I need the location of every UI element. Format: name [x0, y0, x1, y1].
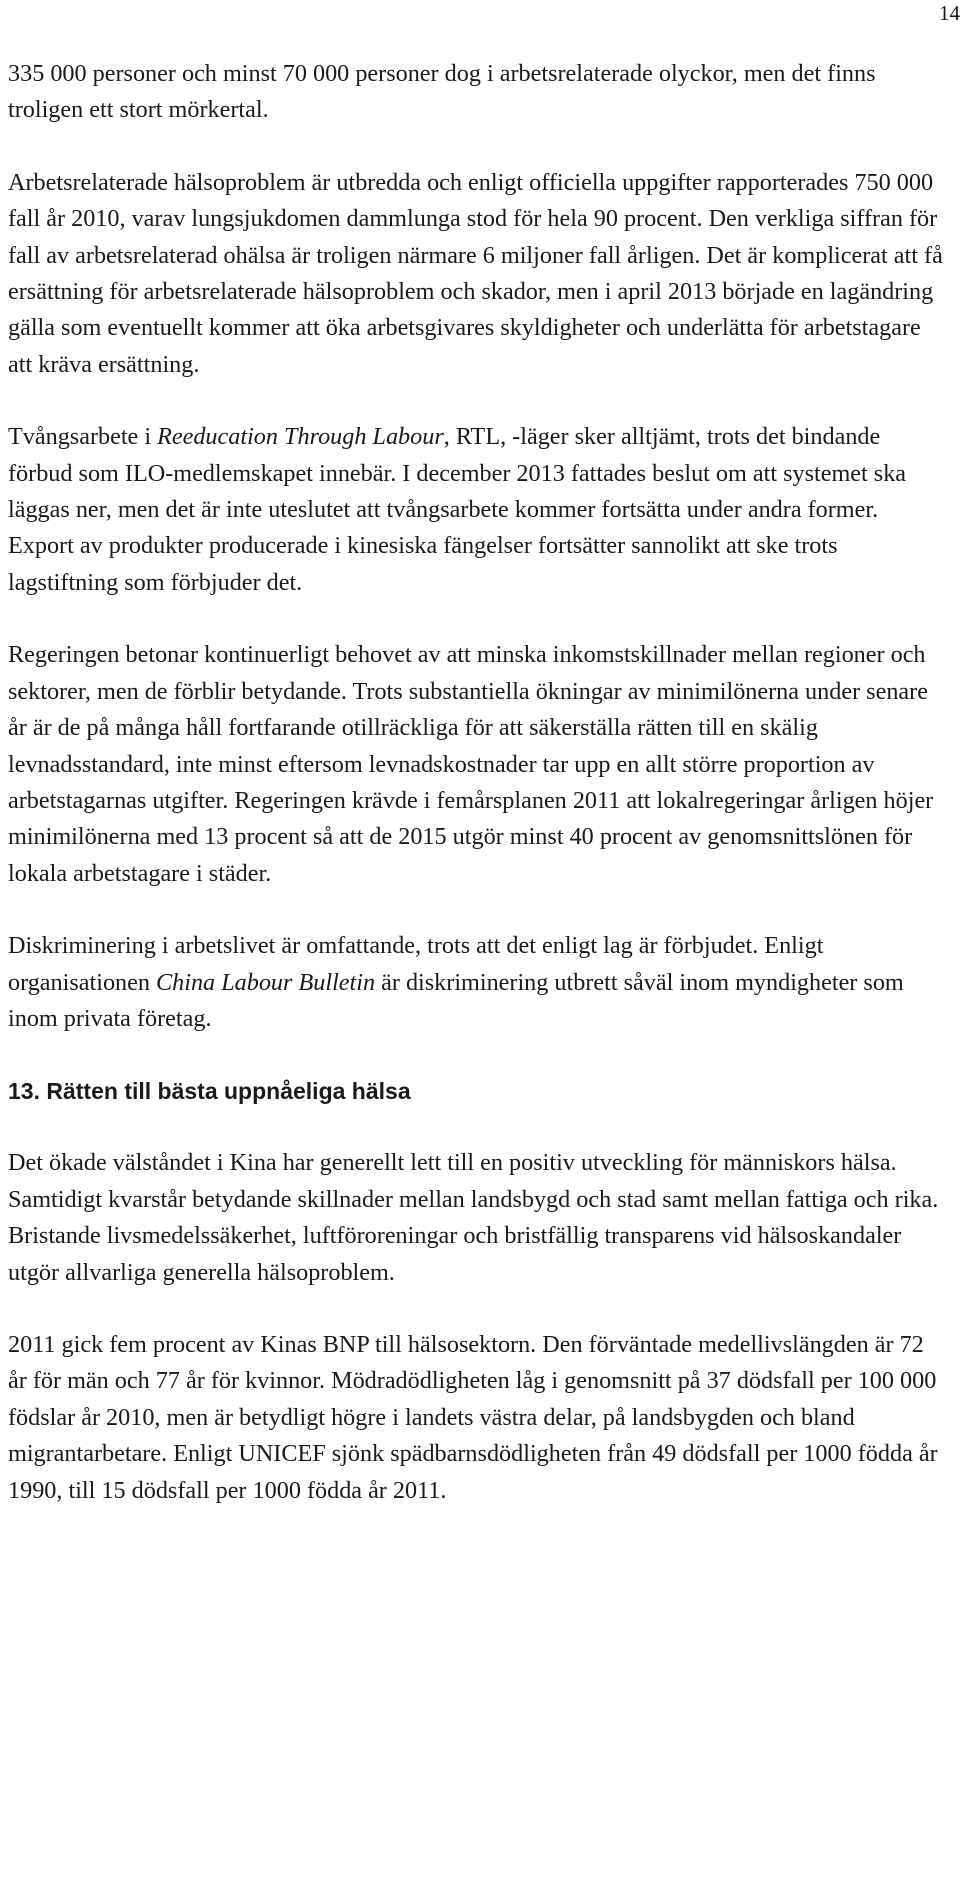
section-heading: 13. Rätten till bästa uppnåeliga hälsa [8, 1078, 411, 1105]
text-segment: Tvångsarbete i [8, 423, 158, 451]
italic-org-name: China Labour Bulletin [156, 968, 376, 996]
paragraph-forced-labour [8, 419, 948, 601]
page-number: 14 [939, 1, 960, 25]
paragraph-occupational-health: Arbetsrelaterade hälsoproblem är utbredda och enligt officiella uppgifter rapporterades 750 000 fall år 2010, varav lungsjukdomen dammlunga stod för hela 90 procent. Den verkliga siffran för fall av arbetsrelaterad ohälsa är troligen närmare 6 miljoner fall årligen. Det är komplicerat att få ersättning för arbetsrelaterade hälsoproblem och skador, men i april 2013 började en lagändring gälla som eventuellt kommer att öka arbetsgivares skyldigheter och underlätta för arbetstagare att kräva ersättning. [8, 168, 943, 378]
paragraph-work-accidents: 335 000 personer och minst 70 000 personer dog i arbetsrelaterade olyckor, men det finns troligen ett stort mörkertal. [8, 60, 876, 124]
italic-term-rtl: Reeducation Through Labour [157, 423, 444, 451]
paragraph-health-statistics: 2011 gick fem procent av Kinas BNP till hälsosektorn. Den förväntade medellivslängden är 72 år för män och 77 år för kvinnor. Mödradödligheten låg i genomsnitt på 37 dödsfall per 100 000 födslar år 2010, men är betydligt högre i landets västra delar, på landsbygden och bland migrantarbetare. Enligt UNICEF sjönk spädbarnsdödligheten från 49 dödsfall per 1000 födda år 1990, till 15 dödsfall per 1000 födda år 2011. [8, 1330, 938, 1504]
text-segment: är diskriminering utbrett såväl inom myndigheter som inom privata företag. [8, 968, 904, 1032]
paragraph-income-gap: Regeringen betonar kontinuerligt behovet av att minska inkomstskillnader mellan regioner och sektorer, men de förblir betydande. Trots substantiella ökningar av minimilönerna under senare år är de på många håll fortfarande otillräckliga för att säkerställa rätten till en skälig levnadsstandard, inte minst eftersom levnadskostnader tar upp en allt större proportion av arbetstagarnas utgifter. Regeringen krävde i femårsplanen 2011 att lokalregeringar årligen höjer minimilönerna med 13 procent så att de 2015 utgör minst 40 procent av genomsnittslönen för lokala arbetstagare i städer. [8, 641, 934, 887]
text-segment: , RTL, -läger sker alltjämt, trots det bindande förbud som ILO-medlemskapet innebär. I december 2013 fattades beslut om att systemet ska läggas ner, men det är inte uteslutet att tvångsarbete kommer fortsätta under andra former. Export av produkter producerade i kinesiska fängelser fortsätter sannolikt att ske trots lagstiftning som förbjuder det. [8, 423, 907, 596]
document-body [8, 56, 948, 1545]
paragraph-health-overview: Det ökade välståndet i Kina har generellt lett till en positiv utveckling för människors hälsa. Samtidigt kvarstår betydande skillnader mellan landsbygd och stad samt mellan fattiga och rika. Bristande livsmedelssäkerhet, luftföroreningar och bristfällig transparens vid hälsoskandaler utgör allvarliga generella hälsoproblem. [8, 1149, 939, 1286]
text-segment: Diskriminering i arbetslivet är omfattande, trots att det enligt lag är förbjudet. Enligt organisationen [8, 932, 824, 996]
paragraph-discrimination [8, 928, 948, 1037]
